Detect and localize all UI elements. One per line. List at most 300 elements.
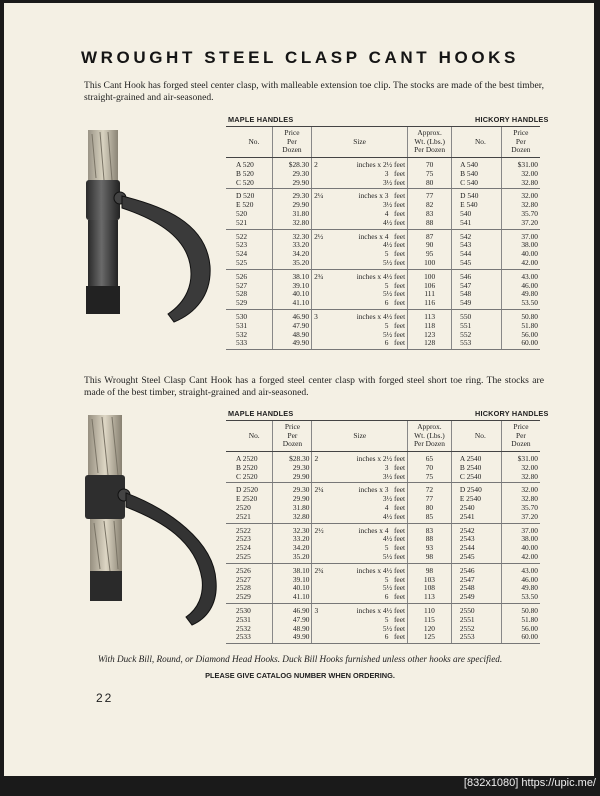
catalog-number-cell-value: 525 bbox=[236, 257, 248, 267]
price-cell-value: 49.90 bbox=[292, 338, 310, 348]
weight-cell-value: 123 bbox=[424, 329, 436, 339]
catalog-number-cell-value: A 520 bbox=[236, 160, 254, 169]
hickory-number-cell-value: A 540 bbox=[460, 160, 479, 169]
ordering-instruction: PLEASE GIVE CATALOG NUMBER WHEN ORDERING. bbox=[205, 671, 395, 680]
weight-cell-value: 70 bbox=[425, 462, 434, 472]
price-cell-value: 35.20 bbox=[292, 551, 310, 561]
catalog-number-cell-value: 532 bbox=[236, 329, 248, 339]
hickory-price-cell bbox=[501, 452, 540, 483]
catalog-number-cell-value: 2526 bbox=[236, 565, 251, 575]
size-line bbox=[314, 272, 405, 281]
hickory-price-cell-value: 53.50 bbox=[521, 592, 538, 602]
hickory-price-cell-value: 43.00 bbox=[521, 565, 538, 575]
catalog-number-cell bbox=[226, 523, 273, 563]
size-diameter: 2½ bbox=[314, 231, 324, 241]
size-length: 3 feet bbox=[384, 168, 406, 178]
weight-cell-value: 72 bbox=[425, 485, 434, 495]
weight-cell bbox=[408, 523, 452, 563]
weight-cell-value: 113 bbox=[424, 311, 436, 321]
hickory-number-cell-value: 2549 bbox=[459, 592, 475, 602]
hickory-number-cell-value: 543 bbox=[460, 240, 472, 250]
catalog-number-cell-value: 2522 bbox=[236, 525, 251, 535]
size-line bbox=[314, 240, 405, 249]
catalog-number-cell-value: 2529 bbox=[236, 592, 251, 602]
size-length: 5 feet bbox=[384, 280, 406, 290]
intro-paragraph-2: This Wrought Steel Clasp Cant Hook has a forged steel center clasp with forged steel short toe ring. The stocks are made of the best timber, straight-grained and air-seasoned. bbox=[84, 375, 544, 399]
hickory-price-cell bbox=[501, 309, 540, 349]
hickory-number-cell-value: 546 bbox=[460, 271, 472, 281]
size-line bbox=[314, 512, 405, 521]
cant-hook-illustration-2 bbox=[82, 413, 222, 628]
size-length: 5 feet bbox=[384, 249, 406, 259]
size-cell bbox=[312, 523, 408, 563]
weight-cell-value: 108 bbox=[423, 583, 435, 593]
weight-cell-value: 100 bbox=[424, 271, 436, 281]
column-header-size: Size bbox=[312, 421, 408, 452]
price-cell-value: 40.10 bbox=[292, 583, 310, 593]
catalog-number-cell-value: 528 bbox=[236, 289, 248, 299]
size-line bbox=[314, 160, 405, 169]
size-diameter: 3 bbox=[314, 605, 319, 615]
size-line bbox=[314, 526, 405, 535]
size-line bbox=[314, 472, 405, 481]
hickory-price-cell-value: 32.00 bbox=[521, 485, 538, 495]
catalog-number-cell bbox=[226, 452, 273, 483]
hickory-number-cell-value: 541 bbox=[460, 217, 472, 227]
catalog-number-cell-value: E 520 bbox=[236, 200, 254, 210]
catalog-number-cell-value: 522 bbox=[236, 231, 248, 241]
size-length: inches x 2½ feet bbox=[356, 160, 406, 169]
catalog-number-cell-value: 527 bbox=[236, 280, 248, 290]
price-cell-value: 47.90 bbox=[292, 614, 310, 624]
price-cell-value: 47.90 bbox=[292, 320, 310, 330]
size-length: 6 feet bbox=[384, 298, 406, 308]
hickory-number-cell-value: 542 bbox=[460, 231, 472, 241]
catalog-number-cell-value: 530 bbox=[236, 311, 248, 321]
catalog-number-cell-value: 2527 bbox=[236, 574, 251, 584]
catalog-number-cell-value: C 2520 bbox=[236, 471, 258, 481]
size-length: 3 feet bbox=[384, 462, 406, 472]
weight-cell bbox=[408, 452, 452, 483]
price-cell-value: 49.90 bbox=[292, 632, 310, 642]
size-cell bbox=[312, 309, 408, 349]
size-diameter: 3 bbox=[314, 311, 318, 321]
hickory-number-cell-value: 2546 bbox=[459, 565, 475, 575]
hickory-number-cell bbox=[451, 483, 501, 523]
weight-cell bbox=[408, 483, 452, 523]
size-line bbox=[314, 258, 405, 267]
catalog-number-cell-value: D 520 bbox=[236, 191, 255, 201]
weight-cell bbox=[408, 603, 452, 643]
hickory-price-cell-value: 51.80 bbox=[521, 614, 538, 624]
price-cell bbox=[273, 452, 312, 483]
page-number: 22 bbox=[96, 691, 114, 705]
price-cell-value: 39.10 bbox=[292, 574, 310, 584]
catalog-number-cell-value: D 2520 bbox=[236, 485, 258, 495]
weight-cell bbox=[408, 229, 452, 269]
maple-handles-header-1: MAPLE HANDLES bbox=[228, 115, 294, 124]
weight-cell-value: 100 bbox=[424, 257, 436, 267]
hickory-price-cell bbox=[501, 158, 540, 189]
size-cell bbox=[312, 452, 408, 483]
hickory-number-cell-value: 2551 bbox=[459, 614, 475, 624]
column-header-no: No. bbox=[226, 421, 273, 452]
table-row-group bbox=[226, 452, 540, 483]
size-length: 5 feet bbox=[384, 320, 406, 330]
column-header-hickory-price: Price Per Dozen bbox=[501, 127, 540, 158]
price-cell bbox=[273, 563, 312, 603]
hickory-number-cell-value: E 540 bbox=[460, 200, 478, 210]
catalog-number-cell-value: 2521 bbox=[236, 511, 251, 521]
size-length: inches x 4 feet bbox=[358, 231, 406, 241]
hickory-price-cell-value: 32.80 bbox=[521, 471, 538, 481]
weight-cell bbox=[408, 309, 452, 349]
hickory-number-cell-value: 549 bbox=[460, 298, 472, 308]
hickory-number-cell-value: C 2540 bbox=[459, 471, 482, 481]
size-line bbox=[314, 503, 405, 512]
hickory-number-cell bbox=[452, 229, 502, 269]
hickory-handles-header-1: HICKORY HANDLES bbox=[475, 115, 549, 124]
hickory-number-cell-value: 2547 bbox=[459, 574, 475, 584]
size-line bbox=[314, 289, 405, 298]
specification-table-2 bbox=[226, 420, 540, 644]
hickory-price-cell-value: 56.00 bbox=[521, 623, 538, 633]
table-row-group bbox=[226, 563, 540, 603]
weight-cell-value: 125 bbox=[423, 632, 435, 642]
size-line bbox=[314, 169, 405, 178]
hickory-price-cell-value: 38.00 bbox=[521, 240, 538, 250]
size-line bbox=[314, 338, 405, 347]
hickory-number-cell-value: D 2540 bbox=[459, 485, 482, 495]
intro-paragraph-1: This Cant Hook has forged steel center clasp, with malleable extension toe clip. The stocks are made of the best timber, straight-grained and air-seasoned. bbox=[84, 80, 544, 104]
size-length: 5½ feet bbox=[382, 623, 406, 633]
size-diameter: 2¾ bbox=[314, 565, 324, 575]
price-cell-value: 29.90 bbox=[292, 471, 310, 481]
price-cell bbox=[272, 189, 311, 229]
hickory-number-cell-value: D 540 bbox=[460, 191, 479, 201]
hickory-number-cell-value: 548 bbox=[460, 289, 472, 299]
weight-cell-value: 95 bbox=[425, 249, 434, 259]
hickory-handles-header-2: HICKORY HANDLES bbox=[475, 409, 549, 418]
weight-cell-value: 77 bbox=[425, 191, 434, 201]
catalog-number-cell-value: 2532 bbox=[236, 623, 251, 633]
size-line bbox=[314, 178, 405, 187]
specification-table-1 bbox=[226, 126, 540, 350]
price-cell-value: 38.10 bbox=[292, 565, 310, 575]
table-row-group bbox=[226, 189, 540, 229]
hickory-number-cell bbox=[452, 269, 502, 309]
hickory-number-cell-value: 544 bbox=[460, 249, 472, 259]
size-cell bbox=[312, 189, 408, 229]
hickory-price-cell-value: 40.00 bbox=[521, 543, 538, 553]
weight-cell-value: 115 bbox=[424, 614, 435, 624]
table-row-group bbox=[226, 603, 540, 643]
weight-cell bbox=[408, 189, 452, 229]
hickory-price-cell-value: 46.00 bbox=[521, 574, 538, 584]
column-header-price: Price Per Dozen bbox=[273, 421, 312, 452]
weight-cell-value: 88 bbox=[425, 534, 434, 544]
hickory-number-cell-value: 2543 bbox=[459, 534, 475, 544]
price-cell-value: 29.90 bbox=[292, 177, 310, 187]
catalog-number-cell bbox=[226, 158, 272, 189]
catalog-number-cell bbox=[226, 229, 272, 269]
size-length: 3½ feet bbox=[382, 200, 406, 210]
size-length: inches x 2½ feet bbox=[356, 454, 406, 463]
size-cell bbox=[312, 603, 408, 643]
weight-cell-value: 111 bbox=[424, 289, 435, 299]
weight-cell-value: 87 bbox=[425, 231, 434, 241]
size-length: 3½ feet bbox=[382, 471, 406, 481]
hickory-number-cell-value: 545 bbox=[460, 257, 472, 267]
size-length: 4½ feet bbox=[382, 240, 406, 250]
weight-cell-value: 80 bbox=[425, 177, 434, 187]
weight-cell-value: 85 bbox=[425, 511, 434, 521]
size-length: 6 feet bbox=[384, 632, 406, 642]
price-cell-value: 31.80 bbox=[292, 208, 310, 218]
price-cell-value: 32.80 bbox=[292, 511, 310, 521]
size-line bbox=[314, 209, 405, 218]
price-cell-value: 32.30 bbox=[292, 231, 310, 241]
size-length: 5½ feet bbox=[382, 583, 406, 593]
size-cell bbox=[312, 563, 408, 603]
size-line bbox=[314, 200, 405, 209]
price-cell-value: 40.10 bbox=[292, 289, 310, 299]
size-length: 4 feet bbox=[384, 502, 406, 512]
size-length: 6 feet bbox=[384, 592, 406, 602]
size-line bbox=[314, 606, 405, 615]
hickory-price-cell bbox=[501, 189, 540, 229]
hickory-number-cell-value: 2540 bbox=[459, 502, 475, 512]
hickory-price-cell-value: 32.80 bbox=[521, 200, 538, 210]
hickory-number-cell bbox=[452, 309, 502, 349]
hickory-number-cell-value: 540 bbox=[460, 208, 472, 218]
column-header-hickory-no: No. bbox=[452, 127, 502, 158]
price-cell-value: 29.30 bbox=[292, 191, 310, 201]
size-length: 3½ feet bbox=[382, 494, 406, 504]
hickory-number-cell-value: 553 bbox=[460, 338, 472, 348]
hickory-price-cell-value: 32.00 bbox=[521, 168, 538, 178]
hickory-number-cell-value: 552 bbox=[460, 329, 472, 339]
price-cell-value: 48.90 bbox=[292, 329, 310, 339]
size-length: inches x 3 feet bbox=[358, 191, 406, 201]
size-line bbox=[314, 321, 405, 330]
size-line bbox=[314, 632, 405, 641]
size-line bbox=[314, 312, 405, 321]
hickory-price-cell bbox=[501, 229, 540, 269]
size-length: inches x 4½ feet bbox=[356, 565, 406, 575]
column-header-no: No. bbox=[226, 127, 272, 158]
catalog-number-cell bbox=[226, 309, 272, 349]
size-length: 5½ feet bbox=[382, 289, 406, 299]
hickory-price-cell-value: 60.00 bbox=[521, 632, 538, 642]
catalog-number-cell bbox=[226, 189, 272, 229]
hickory-price-cell-value: 37.20 bbox=[521, 217, 538, 227]
weight-cell-value: 75 bbox=[425, 471, 434, 481]
column-header-weight: Approx. Wt. (Lbs.) Per Dozen bbox=[408, 421, 452, 452]
price-cell bbox=[273, 523, 312, 563]
price-cell-value: 46.90 bbox=[292, 605, 310, 615]
hickory-price-cell-value: 46.00 bbox=[521, 280, 538, 290]
hickory-number-cell-value: 547 bbox=[460, 280, 472, 290]
hickory-price-cell bbox=[501, 523, 540, 563]
hickory-price-cell-value: 32.00 bbox=[521, 462, 538, 472]
size-cell bbox=[312, 269, 408, 309]
price-cell-value: 48.90 bbox=[292, 623, 310, 633]
price-cell-value: 29.30 bbox=[292, 462, 310, 472]
hickory-price-cell-value: 42.00 bbox=[521, 257, 538, 267]
weight-cell-value: 128 bbox=[424, 338, 436, 348]
hickory-number-cell-value: B 540 bbox=[460, 168, 479, 178]
hickory-price-cell-value: 38.00 bbox=[521, 534, 538, 544]
hickory-number-cell-value: 2541 bbox=[459, 511, 475, 521]
size-length: 5½ feet bbox=[382, 257, 406, 267]
price-cell-value: 34.20 bbox=[292, 543, 310, 553]
size-line bbox=[314, 454, 405, 463]
table-row-group bbox=[226, 309, 540, 349]
weight-cell-value: 82 bbox=[425, 200, 434, 210]
hickory-price-cell-value: 35.70 bbox=[521, 502, 538, 512]
catalog-number-cell-value: 533 bbox=[236, 338, 248, 348]
size-line bbox=[314, 566, 405, 575]
size-line bbox=[314, 232, 405, 241]
hickory-price-cell-value: 50.80 bbox=[521, 311, 538, 321]
table-row-group bbox=[226, 158, 540, 189]
table-row-group bbox=[226, 269, 540, 309]
weight-cell-value: 110 bbox=[424, 605, 435, 615]
size-length: inches x 4½ feet bbox=[356, 271, 406, 281]
weight-cell-value: 80 bbox=[425, 502, 434, 512]
size-line bbox=[314, 191, 405, 200]
price-cell-value: 46.90 bbox=[292, 311, 310, 321]
hickory-number-cell-value: B 2540 bbox=[459, 462, 482, 472]
price-cell-value: 34.20 bbox=[292, 249, 310, 259]
hickory-price-cell bbox=[501, 563, 540, 603]
weight-cell-value: 83 bbox=[425, 525, 434, 535]
hickory-price-cell bbox=[501, 269, 540, 309]
size-line bbox=[314, 485, 405, 494]
size-length: 5 feet bbox=[384, 543, 406, 553]
size-length: inches x 4½ feet bbox=[356, 311, 406, 321]
catalog-number-cell-value: 2524 bbox=[236, 543, 251, 553]
hickory-price-cell-value: 37.00 bbox=[521, 231, 538, 241]
size-diameter: 2¼ bbox=[314, 485, 324, 495]
price-cell bbox=[272, 229, 311, 269]
price-cell-value: 41.10 bbox=[292, 592, 310, 602]
size-diameter: 2 bbox=[314, 454, 319, 463]
catalog-number-cell-value: A 2520 bbox=[236, 454, 258, 463]
weight-cell-value: 116 bbox=[424, 298, 436, 308]
size-line bbox=[314, 463, 405, 472]
weight-cell-value: 77 bbox=[425, 494, 434, 504]
hook-type-note: With Duck Bill, Round, or Diamond Head Hooks. Duck Bill Hooks furnished unless other hooks are specified. bbox=[97, 654, 503, 664]
weight-cell bbox=[408, 563, 452, 603]
hickory-number-cell-value: 2552 bbox=[459, 623, 475, 633]
price-cell-value: 33.20 bbox=[292, 240, 310, 250]
size-line bbox=[314, 592, 405, 601]
weight-cell-value: 113 bbox=[424, 592, 435, 602]
hickory-price-cell-value: 49.80 bbox=[521, 583, 538, 593]
catalog-number-cell-value: 2533 bbox=[236, 632, 251, 642]
catalog-number-cell-value: B 520 bbox=[236, 168, 254, 178]
size-cell bbox=[312, 229, 408, 269]
price-cell-value: 38.10 bbox=[292, 271, 310, 281]
hickory-price-cell-value: 42.00 bbox=[521, 551, 538, 561]
size-line bbox=[314, 534, 405, 543]
size-line bbox=[314, 543, 405, 552]
weight-cell-value: 103 bbox=[423, 574, 435, 584]
catalog-number-cell-value: 521 bbox=[236, 217, 248, 227]
size-length: 5½ feet bbox=[382, 329, 406, 339]
hickory-number-cell-value: 2550 bbox=[459, 605, 475, 615]
hickory-price-cell-value: 50.80 bbox=[521, 605, 538, 615]
hickory-price-cell bbox=[501, 483, 540, 523]
price-cell-value: 31.80 bbox=[292, 502, 310, 512]
column-header-hickory-no: No. bbox=[451, 421, 501, 452]
size-length: 5 feet bbox=[384, 614, 406, 624]
size-line bbox=[314, 298, 405, 307]
hickory-number-cell bbox=[452, 158, 502, 189]
catalog-number-cell-value: 523 bbox=[236, 240, 248, 250]
size-cell bbox=[312, 158, 408, 189]
hickory-price-cell-value: 56.00 bbox=[521, 329, 538, 339]
column-header-hickory-price: Price Per Dozen bbox=[501, 421, 540, 452]
hickory-price-cell-value: 35.70 bbox=[521, 208, 538, 218]
catalog-number-cell-value: 2530 bbox=[236, 605, 251, 615]
size-length: inches x 3 feet bbox=[358, 485, 406, 495]
size-line bbox=[314, 281, 405, 290]
table-row-group bbox=[226, 483, 540, 523]
catalog-number-cell-value: B 2520 bbox=[236, 462, 258, 472]
weight-cell bbox=[408, 269, 452, 309]
catalog-number-cell-value: 2525 bbox=[236, 551, 251, 561]
size-line bbox=[314, 552, 405, 561]
catalog-number-cell-value: 2520 bbox=[236, 502, 251, 512]
weight-cell-value: 93 bbox=[425, 543, 434, 553]
price-cell-value: 41.10 bbox=[292, 298, 310, 308]
price-cell-value: 29.90 bbox=[292, 494, 310, 504]
size-length: 4 feet bbox=[384, 208, 406, 218]
hickory-price-cell-value: 49.80 bbox=[521, 289, 538, 299]
hickory-number-cell-value: C 540 bbox=[460, 177, 479, 187]
weight-cell bbox=[408, 158, 452, 189]
hickory-number-cell-value: 2544 bbox=[459, 543, 475, 553]
weight-cell-value: 98 bbox=[425, 565, 434, 575]
weight-cell-value: 118 bbox=[424, 320, 436, 330]
price-cell-value: 39.10 bbox=[292, 280, 310, 290]
weight-cell-value: 90 bbox=[425, 240, 434, 250]
price-cell-value: 32.30 bbox=[292, 525, 310, 535]
size-length: inches x 4 feet bbox=[358, 525, 406, 535]
catalog-number-cell-value: 524 bbox=[236, 249, 248, 259]
size-length: 4½ feet bbox=[382, 534, 406, 544]
size-line bbox=[314, 624, 405, 633]
catalog-number-cell-value: 520 bbox=[236, 208, 248, 218]
size-length: 4½ feet bbox=[382, 511, 406, 521]
weight-cell-value: 98 bbox=[425, 551, 434, 561]
column-header-price: Price Per Dozen bbox=[272, 127, 311, 158]
size-length: inches x 4½ feet bbox=[356, 605, 406, 615]
price-cell bbox=[273, 603, 312, 643]
weight-cell-value: 88 bbox=[425, 217, 434, 227]
size-length: 4½ feet bbox=[382, 217, 406, 227]
table-row-group bbox=[226, 523, 540, 563]
hickory-price-cell-value: $31.00 bbox=[517, 160, 538, 169]
size-line bbox=[314, 494, 405, 503]
hickory-number-cell bbox=[451, 452, 501, 483]
page-title: WROUGHT STEEL CLASP CANT HOOKS bbox=[81, 48, 519, 67]
weight-cell-value: 70 bbox=[425, 160, 434, 169]
hickory-number-cell bbox=[452, 189, 502, 229]
